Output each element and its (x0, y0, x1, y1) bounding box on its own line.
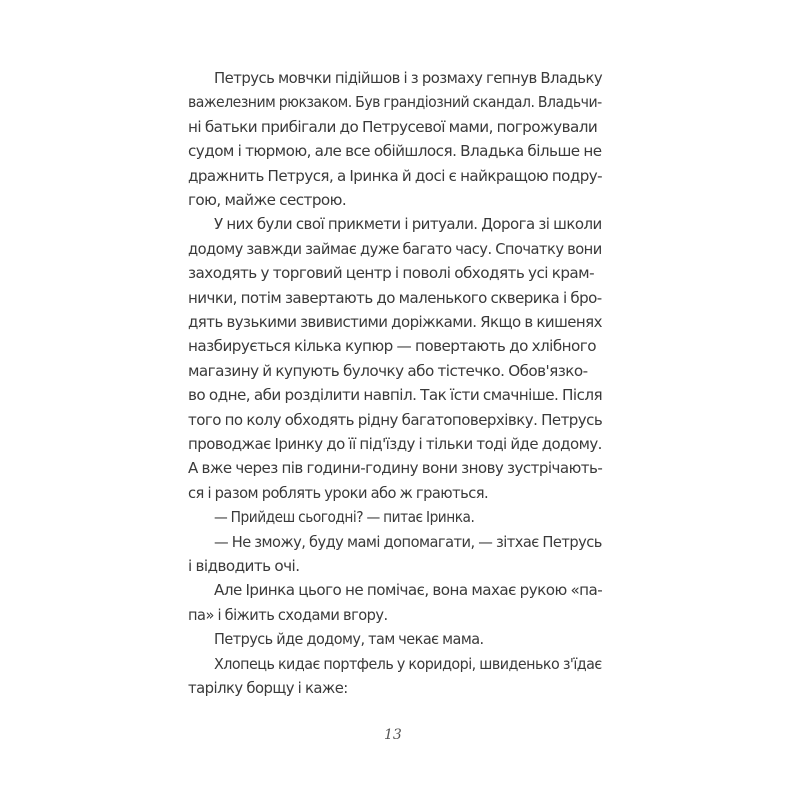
text-line: ні батьки прибігали до Петрусевої мами, погрожували (188, 117, 598, 136)
text-line: У них були свої прикмети і ритуали. Дорога зі школи (214, 215, 602, 234)
text-line: дять вузькими звивистими доріжками. Якщо в кишенях (188, 313, 602, 331)
text-line: Петрусь мовчки підійшов і з розмаху гепнув Владьку (214, 69, 603, 87)
text-line: — Прийдеш сьогодні? — питає Іринка. (214, 508, 475, 527)
text-line: нички, потім завертають до маленького скверика і бро- (188, 288, 602, 307)
text-line: Але Іринка цього не помічає, вона махає рукою «па- (214, 581, 603, 600)
text-line: і відводить очі. (188, 557, 300, 575)
text-line: назбирується кілька купюр — повертають до хлібного (188, 337, 596, 356)
text-line: дражнить Петруся, а Іринка й досі є найкращою подру- (188, 166, 603, 185)
text-line: додому завжди займає дуже багато часу. Спочатку вони (188, 239, 602, 258)
text-line: того по колу обходять рідну багатоповерхівку. Петрусь (188, 410, 603, 429)
text-line: Петрусь йде додому, там чекає мама. (214, 630, 484, 649)
text-line: проводжає Іринку до її під'їзду і тільки тоді йде додому. (188, 435, 602, 453)
text-line: ся і разом роблять уроки або ж граються. (188, 483, 489, 502)
text-line: магазину й купують булочку або тістечко. Обов'язко- (188, 361, 588, 380)
text-line: Хлопець кидає портфель у коридорі, швиденько з'їдає (214, 654, 602, 673)
text-line: во одне, аби розділити навпіл. Так їсти смачніше. Після (188, 386, 603, 405)
text-line: судом і тюрмою, але все обійшлося. Владька більше не (188, 142, 602, 161)
text-line: заходять у торговий центр і поволі обходять усі крам- (188, 264, 594, 283)
text-line: тарілку борщу і каже: (188, 679, 348, 697)
text-line: А вже через пів години-годину вони знову зустрічають- (188, 459, 603, 478)
text-line: — Не зможу, буду мамі допомагати, — зітхає Петрусь (214, 532, 602, 551)
text-line: важелезним рюкзаком. Був грандіозний скандал. Владьчи- (188, 93, 602, 112)
page-number: 13 (384, 727, 402, 743)
text-line: гою, майже сестрою. (188, 191, 347, 209)
text-line: па» і біжить сходами вгору. (188, 605, 388, 624)
